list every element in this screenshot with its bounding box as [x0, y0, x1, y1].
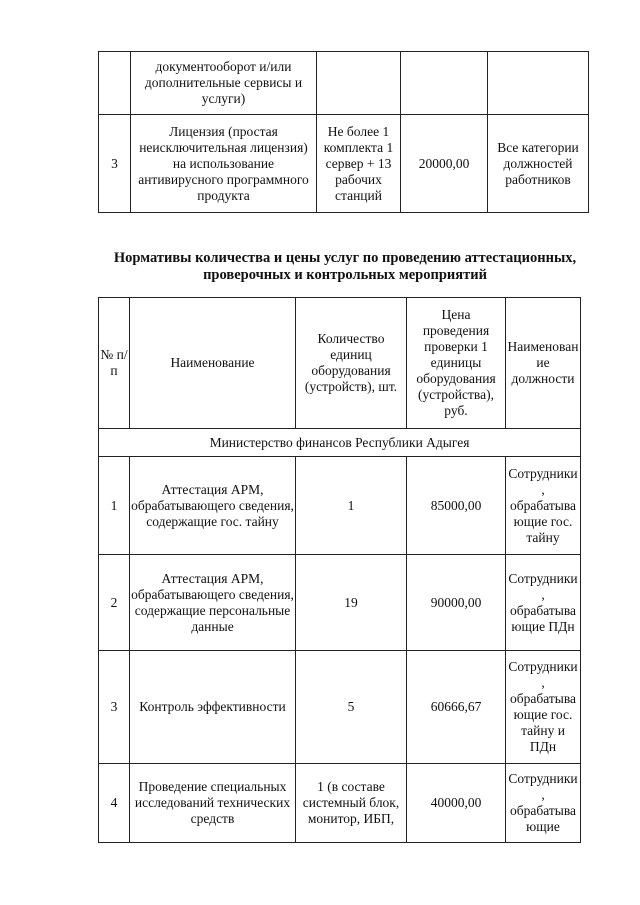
item-quantity: 1	[296, 457, 407, 555]
row-number: 3	[99, 115, 131, 213]
col-header-number: № п/п	[99, 298, 130, 429]
item-quantity: Не более 1 комплекта 1 сервер + 13 рабочих станций	[317, 115, 401, 213]
row-number: 4	[99, 764, 130, 843]
item-position: Сотрудники, обрабатывающие	[506, 764, 581, 843]
table-row	[99, 555, 581, 651]
item-position: Сотрудники, обрабатывающие ПДн	[506, 555, 581, 651]
item-name: Контроль эффективности	[130, 651, 296, 764]
item-quantity: 5	[296, 651, 407, 764]
item-category: Все категории должностей работников	[488, 115, 589, 213]
ministry-name: Министерство финансов Республики Адыгея	[99, 429, 581, 457]
item-quantity: 1 (в составе системный блок, монитор, ИБП,	[296, 764, 407, 843]
table-row	[99, 52, 589, 115]
ministry-row	[99, 429, 581, 457]
item-price: 60666,67	[407, 651, 506, 764]
item-position: Сотрудники, обрабатывающие гос. тайну	[506, 457, 581, 555]
item-price: 90000,00	[407, 555, 506, 651]
col-header-quantity: Количество единиц оборудования (устройств), шт.	[296, 298, 407, 429]
row-number: 3	[99, 651, 130, 764]
table-row	[99, 457, 581, 555]
item-name: Аттестация АРМ, обрабатывающего сведения, содержащие гос. тайну	[130, 457, 296, 555]
item-price: 85000,00	[407, 457, 506, 555]
row-number: 1	[99, 457, 130, 555]
row-number: 2	[99, 555, 130, 651]
attestation-table	[98, 297, 581, 843]
item-price: 40000,00	[407, 764, 506, 843]
item-quantity	[317, 52, 401, 115]
item-category	[488, 52, 589, 115]
table-row	[99, 764, 581, 843]
item-quantity: 19	[296, 555, 407, 651]
table-row	[99, 651, 581, 764]
licenses-table	[98, 51, 589, 213]
section-heading: Нормативы количества и цены услуг по проведению аттестационных, проверочных и контрольных мероприятий	[113, 250, 577, 283]
col-header-name: Наименование	[130, 298, 296, 429]
col-header-price: Цена проведения проверки 1 единицы оборудования (устройства), руб.	[407, 298, 506, 429]
item-position: Сотрудники, обрабатывающие гос. тайну и ПДн	[506, 651, 581, 764]
row-number	[99, 52, 131, 115]
item-name: Лицензия (простая неисключительная лицензия) на использование антивирусного программного продукта	[131, 115, 317, 213]
table-header-row	[99, 298, 581, 429]
item-name: Проведение специальных исследований технических средств	[130, 764, 296, 843]
item-price: 20000,00	[401, 115, 488, 213]
item-price	[401, 52, 488, 115]
table-row	[99, 115, 589, 213]
item-name: документооборот и/или дополнительные сервисы и услуги)	[131, 52, 317, 115]
col-header-position: Наименование должности	[506, 298, 581, 429]
item-name: Аттестация АРМ, обрабатывающего сведения, содержащие персональные данные	[130, 555, 296, 651]
